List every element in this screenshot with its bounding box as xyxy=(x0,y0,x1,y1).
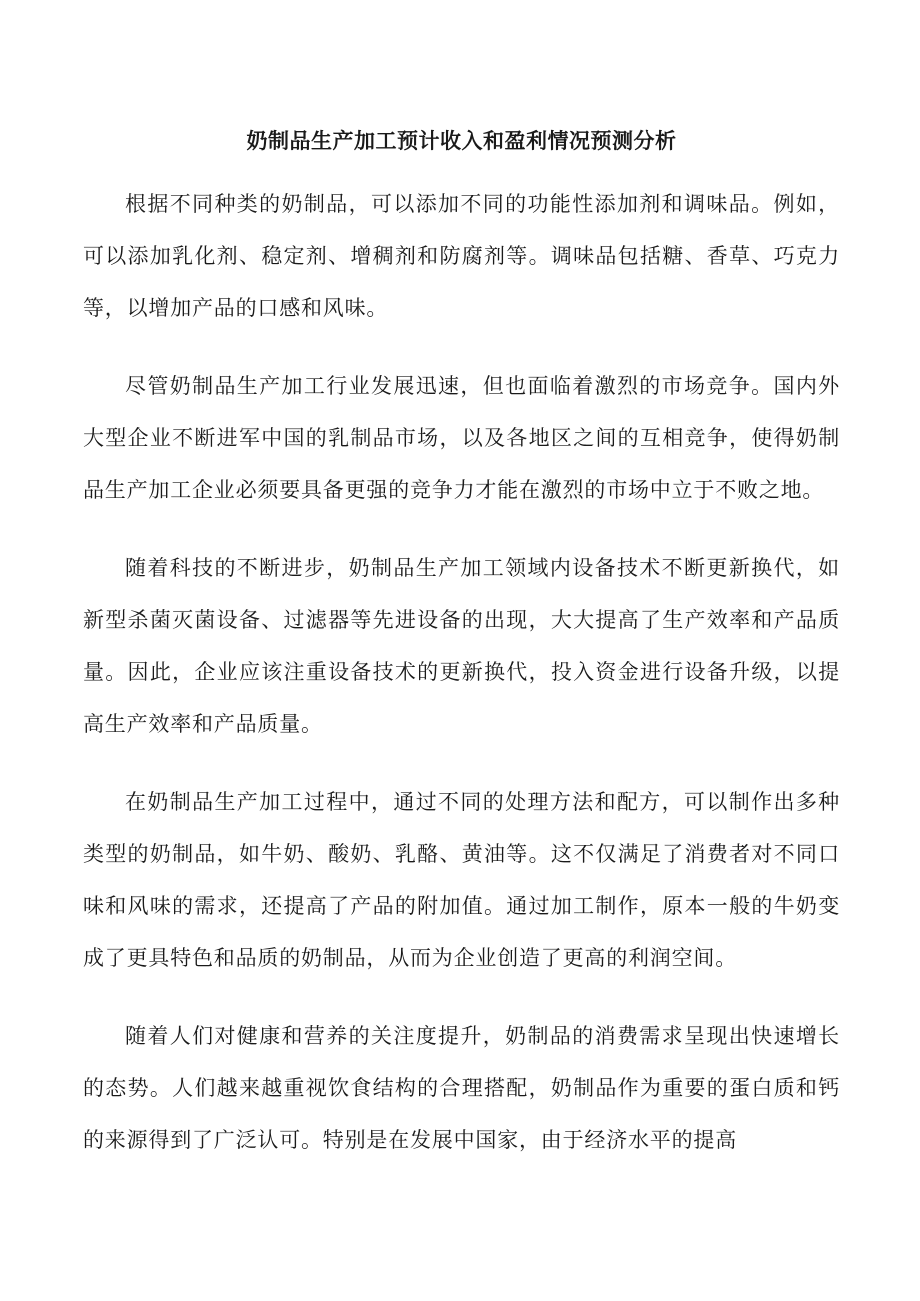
document-body xyxy=(83,178,840,1166)
document-title: 奶制品生产加工预计收入和盈利情况预测分析 xyxy=(246,129,677,153)
paragraph-4: 在奶制品生产加工过程中，通过不同的处理方法和配方，可以制作出多种类型的奶制品，如牛奶、酸奶、乳酪、黄油等。这不仅满足了消费者对不同口味和风味的需求，还提高了产品的附加值。通过加工制作，原本一般的牛奶变成了更具特色和品质的奶制品，从而为企业创造了更高的利润空间。 xyxy=(83,790,840,970)
paragraph-5: 随着人们对健康和营养的关注度提升，奶制品的消费需求呈现出快速增长的态势。人们越来越重视饮食结构的合理搭配，奶制品作为重要的蛋白质和钙的来源得到了广泛认可。特别是在发展中国家，由于经济水平的提高 xyxy=(83,1024,840,1152)
paragraph-1: 根据不同种类的奶制品，可以添加不同的功能性添加剂和调味品。例如，可以添加乳化剂、稳定剂、增稠剂和防腐剂等。调味品包括糖、香草、巧克力等，以增加产品的口感和风味。 xyxy=(83,192,840,320)
paragraph-3: 随着科技的不断进步，奶制品生产加工领域内设备技术不断更新换代，如新型杀菌灭菌设备、过滤器等先进设备的出现，大大提高了生产效率和产品质量。因此，企业应该注重设备技术的更新换代，投入资金进行设备升级，以提高生产效率和产品质量。 xyxy=(83,556,840,736)
paragraph-2: 尽管奶制品生产加工行业发展迅速，但也面临着激烈的市场竞争。国内外大型企业不断进军中国的乳制品市场，以及各地区之间的互相竞争，使得奶制品生产加工企业必须要具备更强的竞争力才能在激烈的市场中立于不败之地。 xyxy=(83,374,840,502)
